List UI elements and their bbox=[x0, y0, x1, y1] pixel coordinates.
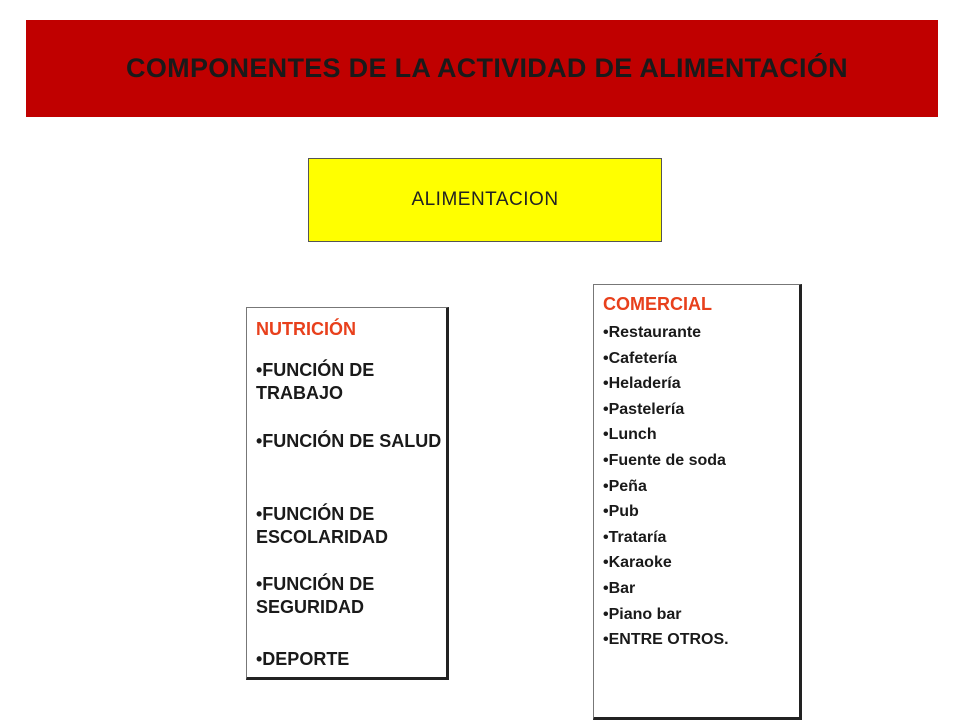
list-item-funcion-salud: •FUNCIÓN DE SALUD bbox=[256, 431, 442, 451]
center-node-alimentacion bbox=[308, 158, 662, 242]
center-node-label: ALIMENTACION bbox=[411, 189, 559, 210]
list-item: •Heladería bbox=[603, 375, 681, 393]
list-item-funcion-trabajo: •FUNCIÓN DE TRABAJO bbox=[256, 360, 375, 403]
list-item: •Lunch bbox=[603, 426, 657, 444]
list-item-funcion-escolaridad: •FUNCIÓN DE ESCOLARIDAD bbox=[256, 504, 389, 547]
list-item: •Peña bbox=[603, 477, 647, 495]
title-banner bbox=[26, 20, 938, 117]
page-title: COMPONENTES DE LA ACTIVIDAD DE ALIMENTACIÓN bbox=[126, 53, 848, 83]
comercial-heading: COMERCIAL bbox=[603, 294, 712, 314]
comercial-box bbox=[593, 284, 802, 720]
list-item: •Pastelería bbox=[603, 400, 685, 418]
list-item: •Cafetería bbox=[603, 349, 678, 367]
list-item: •ENTRE OTROS. bbox=[603, 631, 729, 649]
list-item: •Piano bar bbox=[603, 605, 682, 623]
nutricion-box bbox=[246, 307, 449, 680]
list-item: •Restaurante bbox=[603, 324, 702, 341]
list-item: •Pub bbox=[603, 503, 639, 521]
list-item-funcion-seguridad: •FUNCIÓN DE SEGURIDAD bbox=[256, 574, 375, 617]
list-item-deporte: •DEPORTE bbox=[256, 649, 350, 669]
list-item: •Bar bbox=[603, 579, 636, 597]
list-item: •Trataría bbox=[603, 528, 667, 546]
comercial-list bbox=[603, 323, 729, 656]
nutricion-heading: NUTRICIÓN bbox=[256, 319, 356, 339]
list-item: •Fuente de soda bbox=[603, 451, 726, 469]
list-item: •Karaoke bbox=[603, 554, 672, 572]
